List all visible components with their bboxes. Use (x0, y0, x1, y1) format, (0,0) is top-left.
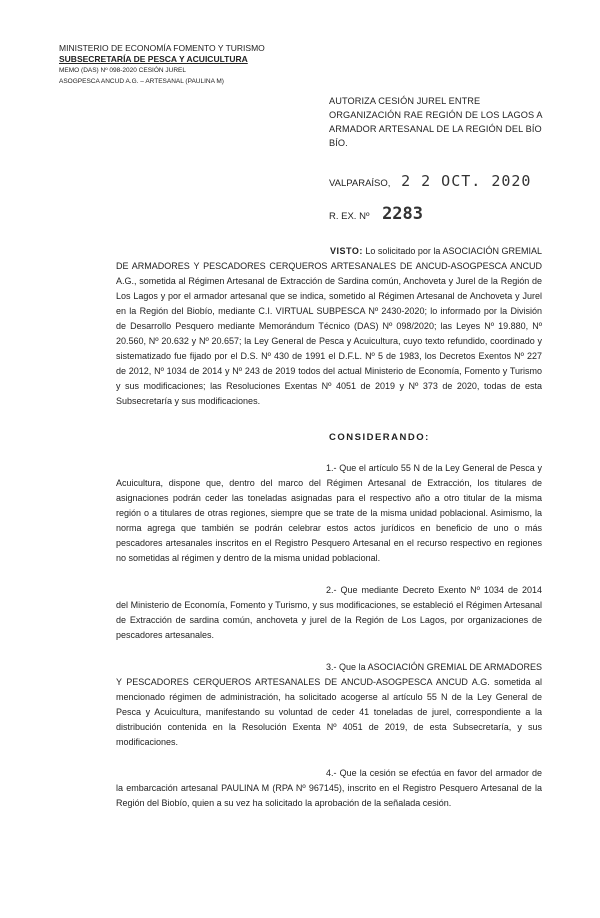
ministry-name: MINISTERIO DE ECONOMÍA FOMENTO Y TURISMO (59, 43, 265, 53)
organization-reference: ASOGPESCA ANCUD A.G. – ARTESANAL (PAULINA M) (59, 78, 224, 85)
visto-text: Lo solicitado por la ASOCIACIÓN GREMIAL DE ARMADORES Y PESCADORES CERQUEROS ARTESANALES DE ANCUD-ASOGPESCA ANCUD A.G., sometida al Régimen Artesanal de Extracción de Sardina común, Anchoveta y Jurel de la Región de Los Lagos y por el armador artesanal que se indica, sometido al Régimen Artesanal de Anchoveta y Jurel en la Región del Biobío, mediante C.I. VIRTUAL SUBPESCA Nº 2430-2020; lo informado por la División de Desarrollo Pesquero mediante Memorándum Técnico (DAS) Nº 098/2020; las Leyes Nº 19.880, Nº 20.560, Nº 20.632 y Nº 20.657; la Ley General de Pesca y Acuicultura, cuyo texto refundido, coordinado y sistematizado fue fijado por el D.S. Nº 430 de 1991 el D.F.L. Nº 5 de 1983, los Decretos Exentos Nº 227 de 2012, Nº 1034 de 2014 y Nº 243 de 2019 todos del actual Ministerio de Economía, Fomento y Turismo y sus modificaciones; las Resoluciones Exentas Nº 4051 de 2019 y Nº 373 de 2020, todas de esta Subsecretaría y sus modificaciones. (116, 246, 542, 406)
visto-paragraph (116, 244, 542, 409)
considerando-item: 2.- Que mediante Decreto Exento Nº 1034 de 2014 del Ministerio de Economía, Fomento y Turismo, y sus modificaciones, se estableció el Régimen Artesanal de Extracción de sardina común, anchoveta y jurel de la Región de Los Lagos, por organizaciones de pescadores artesanales. (116, 585, 542, 640)
dateline (329, 172, 531, 190)
considerando-heading: CONSIDERANDO: (329, 432, 430, 443)
resolution-value: 2283 (382, 204, 424, 224)
subsecretaria-name: SUBSECRETARÍA DE PESCA Y ACUICULTURA (59, 54, 248, 64)
considerando-item: 1.- Que el artículo 55 N de la Ley General de Pesca y Acuicultura, dispone que, dentro del marco del Régimen Artesanal de Extracción, los titulares de asignaciones podrán ceder las toneladas asignadas para el respectivo año a otro titular de la misma región o a titulares de otras regiones, siempre que se trate de la misma unidad poblacional. Asimismo, la norma agrega que también se podrán celebrar estos actos jurídicos en beneficio de uno o más pescadores artesanales inscritos en el Registro Pesquero Artesanal en el recurso respectivo en regiones no sometidas al régimen y dentro de la misma unidad poblacional. (116, 463, 542, 563)
memo-reference: MEMO (DAS) Nº 098-2020 CESIÓN JUREL (59, 67, 186, 74)
document-title: AUTORIZA CESIÓN JUREL ENTRE ORGANIZACIÓN RAE REGIÓN DE LOS LAGOS A ARMADOR ARTESANAL DE LA REGIÓN DEL BÍO BÍO. (329, 96, 543, 148)
considerando-item: 4.- Que la cesión se efectúa en favor del armador de la embarcación artesanal PAULINA M (RPA Nº 967145), inscrito en el Registro Pesquero Artesanal de la Región del Biobío, quien a su vez ha solicitado la aprobación de la señalada cesión. (116, 768, 542, 808)
city: VALPARAÍSO, (329, 178, 391, 189)
resolution-label: R. EX. Nº (329, 211, 370, 222)
resolution-number (329, 204, 423, 224)
considerando-item: 3.- Que la ASOCIACIÓN GREMIAL DE ARMADORES Y PESCADORES CERQUEROS ARTESANALES DE ANCUD-ASOGPESCA ANCUD A.G. sometida al mencionado régimen de administración, ha solicitado acogerse al artículo 55 N de la Ley General de Pesca y Acuicultura, manifestando su voluntad de ceder 41 toneladas de jurel, correspondiente a la distribución contenida en la Resolución Exenta Nº 4051 de 2019, de esta Subsecretaría, y sus modificaciones. (116, 662, 542, 747)
visto-label: VISTO: (330, 246, 363, 256)
date-stamp: 2 2 OCT. 2020 (401, 172, 532, 190)
letterhead (59, 43, 265, 87)
